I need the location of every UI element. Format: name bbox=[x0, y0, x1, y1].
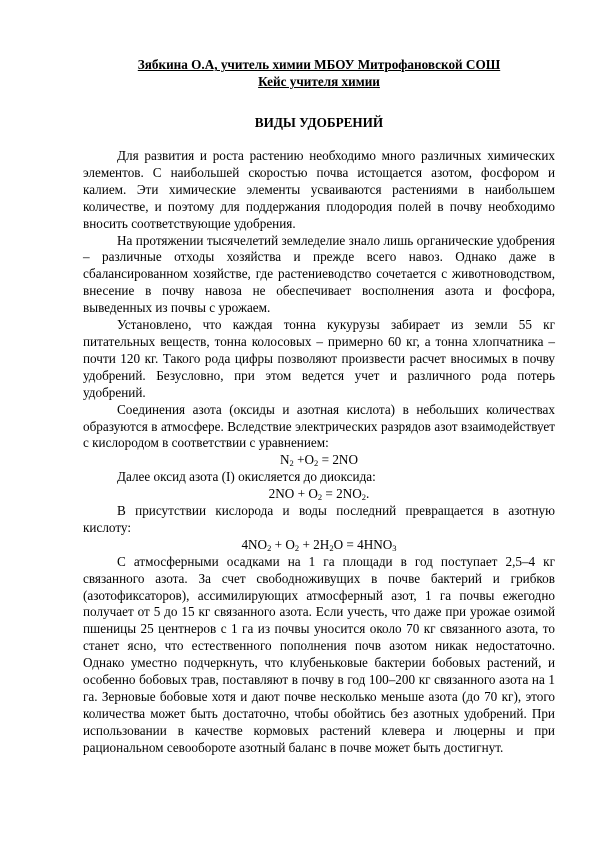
paragraph-2: На протяжении тысячелетий земледелие знало лишь органические удобрения – различные отходы хозяйства и прежде всего навоз. Однако даже в сбалансированном хозяйстве, где растениеводство сочетается с животноводством, внесение в почву навоза не обеспечивает восполнения азота и фосфора, выведенных из почвы с урожаем. bbox=[83, 232, 555, 316]
paragraph-6: В присутствии кислорода и воды последний превращается в азотную кислоту: bbox=[83, 503, 555, 535]
subtitle-line: Кейс учителя химии bbox=[258, 74, 380, 89]
paragraph-5: Далее оксид азота (I) окисляется до диоксида: bbox=[117, 469, 376, 485]
author-line: Зябкина О.А, учитель химии МБОУ Митрофановской СОШ bbox=[137, 57, 501, 72]
equation-2: $2NO + O_2 = 2NO_2$. bbox=[268, 486, 370, 503]
paragraph-1: Для развития и роста растению необходимо много различных химических элементов. С наибольшей скоростью почва истощается азотом, фосфором и калием. Эти химические элементы усваиваются растениями в наибольшем количестве, и поэтому для поддержания плодородия полей в почву необходимо вносить соответствующие удобрения. bbox=[83, 148, 555, 231]
paragraph-4: Соединения азота (оксиды и азотная кислота) в небольших количествах образуются в атмосфере. Вследствие электрических разрядов азот взаимодействует с кислородом в соответствии с уравнением: bbox=[83, 401, 555, 451]
paragraph-3: Установлено, что каждая тонна кукурузы забирает из земли 55 кг питательных веществ, тонна колосовых – примерно 60 кг, а тонна хлопчатника – почти 120 кг. Такого рода цифры позволяют произвести расчет вносимых в почву удобрений. Безусловно, при этом ведется учет и различного рода потерь удобрений. bbox=[83, 317, 555, 400]
equation-3: $4NO_2 + O_2 + 2H_2O = 4HNO_3$ bbox=[241, 536, 397, 553]
paragraph-7: С атмосферными осадками на 1 га площади в год поступает 2,5–4 кг связанного азота. За счет свободноживущих в почве бактерий и грибков (азотофиксаторов), ассимилирующих атмосферный азот, 1 га почвы ежегодно получает от 5 до 15 кг связанного азота. Если учесть, что даже при урожае озимой пшеницы 25 центнеров с 1 га из почвы уносится около 70 кг связанного азота, то станет ясно, что естественного пополнения почв азотом никак недостаточно. Однако уместно подчеркнуть, что клубеньковые бактерии бобовых растений, и особенно бобовых трав, поставляют в почву в год 100–200 кг связанного азота на 1 га. Зерновые бобовые хотя и дают почве несколько меньше азота (до 70 кг), этого количества может быть достаточно, чтобы обойтись без азотных удобрений. При использовании в качестве кормовых растений клевера и люцерны и при рациональном севообороте азотный баланс в почве может быть достигнут. bbox=[83, 553, 555, 755]
equation-1: $N_2 +O_2 = 2NO$ bbox=[280, 452, 358, 469]
page-title: ВИДЫ УДОБРЕНИЙ bbox=[254, 115, 384, 130]
